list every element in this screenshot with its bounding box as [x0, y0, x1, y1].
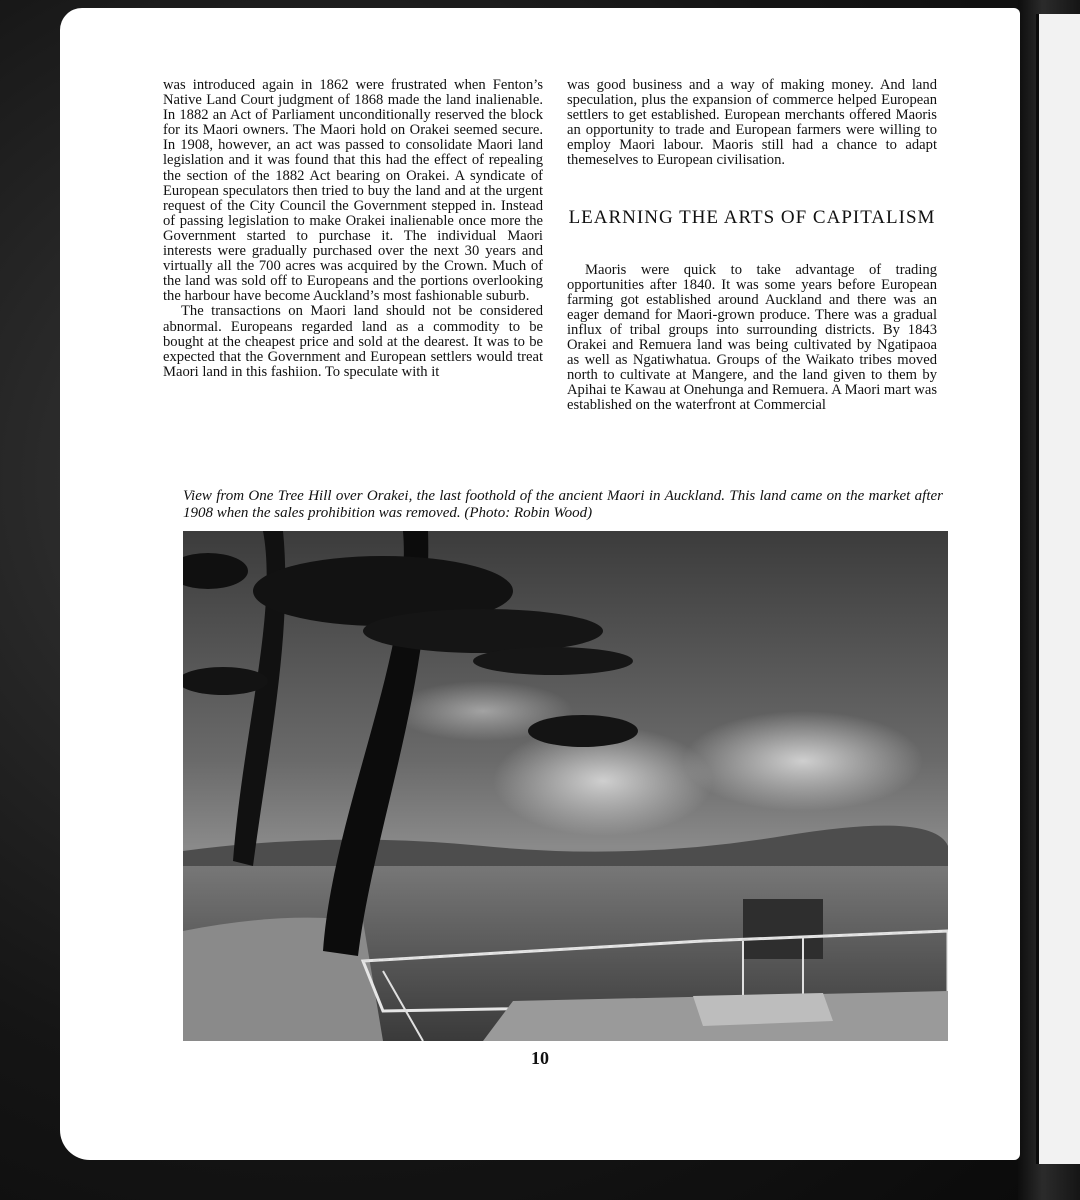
photo-caption: View from One Tree Hill over Orakei, the last foothold of the ancient Maori in Auckland. This land came on the market after 1908 when the sales prohibition was removed. (Photo: Robin Wood): [183, 488, 943, 521]
page-number: 10: [531, 1048, 549, 1068]
facing-page-edge: [1036, 14, 1080, 1164]
left-paragraph-1: was introduced again in 1862 were frustrated when Fenton’s Native Land Court judgment of 1868 made the land inalienable. In 1882 an Act of Parliament unconditionally reserved the block for its Maori owners. The Maori hold on Orakei seemed secure. In 1908, however, an act was passed to consolidate Maori land legislation and it was found that this had the effect of repealing the section of the 1882 Act bearing on Orakei. A syndicate of European speculators then tried to buy the land and at the urgent request of the City Council the Government stepped in. Instead of passing legislation to make Orakei inalienable once more the Government started to purchase it. The individual Maori interests were gradually purchased over the next 30 years and virtually all the 700 acres was acquired by the Crown. Much of the land was sold off to Europeans and the portions overlooking the harbour have become Auckland’s most fashionable suburb.: [163, 77, 543, 305]
photo-illustration: [183, 531, 948, 1041]
right-intro-paragraph: was good business and a way of making money. And land speculation, plus the expansion of commerce helped European settlers to get established. European merchants offered Maoris an opportunity to trade and European farmers were willing to employ Maori labour. Maoris still had a chance to adapt themeselves to European civilisation.: [567, 77, 937, 169]
section-heading: LEARNING THE ARTS OF CAPITALISM: [568, 206, 936, 228]
left-text-column: [163, 78, 543, 380]
left-paragraph-2: The transactions on Maori land should not be considered abnormal. Europeans regarded land as a commodity to be bought at the cheapest price and sold at the dearest. It was to be expected that the Government and European settlers would treat Maori land in this fashiion. To speculate with it: [163, 303, 543, 380]
right-body-paragraph: Maoris were quick to take advantage of trading opportunities after 1840. It was some years before European farming got established around Auckland and there was an eager demand for Maori-grown produce. There was a gradual influx of tribal groups into surrounding districts. By 1843 Orakei and Remuera land was being cultivated by Ngatipaoa as well as Ngatiwhatua. Groups of the Waikato tribes moved north to cultivate at Mangere, and the land given to them by Apihai te Kawau at Onehunga and Remuera. A Maori mart was established on the waterfront at Commercial: [567, 261, 938, 414]
orakei-landscape-photo: [183, 531, 948, 1041]
right-text-column: [567, 78, 937, 414]
